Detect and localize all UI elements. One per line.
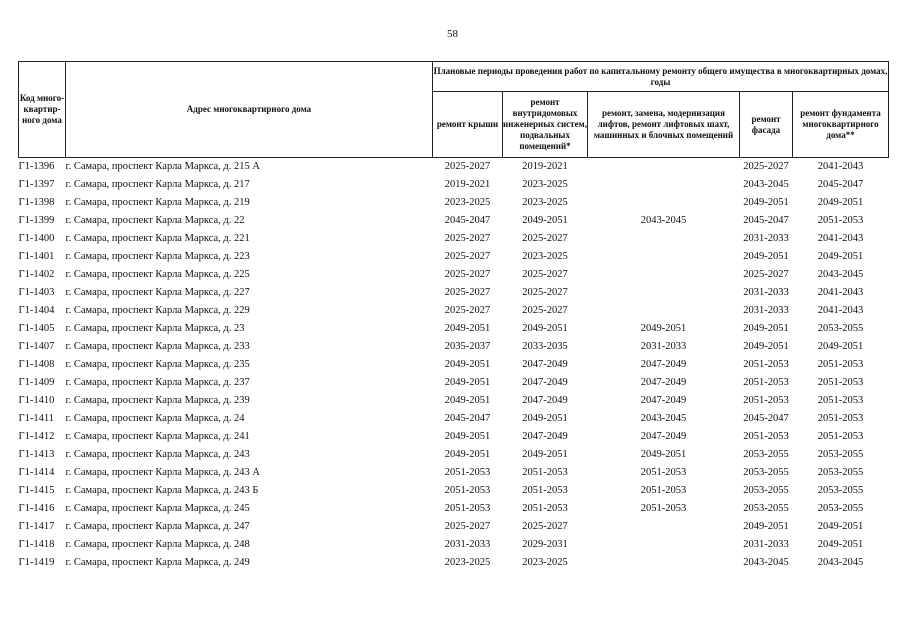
header-facade: ремонт фасада bbox=[740, 92, 793, 158]
cell-facade: 2049-2051 bbox=[743, 251, 789, 262]
cell-address: г. Самара, проспект Карла Маркса, д. 227 bbox=[65, 287, 250, 298]
cell-roof: 2025-2027 bbox=[444, 305, 491, 316]
cell-code: Г1-1405 bbox=[18, 323, 55, 334]
cell-address: г. Самара, проспект Карла Маркса, д. 243 А bbox=[65, 467, 260, 478]
cell-systems: 2047-2049 bbox=[522, 395, 568, 406]
cell-roof: 2049-2051 bbox=[444, 395, 491, 406]
cell-facade: 2053-2055 bbox=[743, 467, 789, 478]
cell-systems: 2051-2053 bbox=[522, 467, 568, 478]
cell-address: г. Самара, проспект Карла Маркса, д. 233 bbox=[65, 341, 250, 352]
cell-address: г. Самара, проспект Карла Маркса, д. 223 bbox=[65, 251, 250, 262]
header-code: Код много-квартир-ного дома bbox=[19, 62, 66, 158]
cell-foundation: 2041-2043 bbox=[817, 287, 864, 298]
cell-facade: 2049-2051 bbox=[743, 323, 789, 334]
cell-systems: 2023-2025 bbox=[522, 251, 568, 262]
table-row bbox=[19, 302, 889, 320]
cell-foundation: 2051-2053 bbox=[817, 395, 864, 406]
cell-lifts bbox=[588, 536, 740, 554]
header-group: Плановые периоды проведения работ по капитальному ремонту общего имущества в многоквартирных домах, годы bbox=[433, 62, 889, 92]
cell-lifts bbox=[588, 176, 740, 194]
cell-roof: 2035-2037 bbox=[444, 341, 491, 352]
cell-facade: 2053-2055 bbox=[743, 449, 789, 460]
cell-facade: 2053-2055 bbox=[743, 503, 789, 514]
cell-code: Г1-1417 bbox=[18, 521, 55, 532]
cell-facade: 2031-2033 bbox=[743, 287, 789, 298]
cell-address: г. Самара, проспект Карла Маркса, д. 22 bbox=[65, 215, 245, 226]
cell-address: г. Самара, проспект Карла Маркса, д. 229 bbox=[65, 305, 250, 316]
cell-lifts bbox=[588, 554, 740, 572]
cell-code: Г1-1404 bbox=[18, 305, 55, 316]
cell-address: г. Самара, проспект Карла Маркса, д. 23 bbox=[65, 323, 245, 334]
cell-code: Г1-1411 bbox=[18, 413, 54, 424]
cell-facade: 2049-2051 bbox=[743, 521, 789, 532]
cell-systems: 2025-2027 bbox=[522, 521, 568, 532]
cell-address: г. Самара, проспект Карла Маркса, д. 219 bbox=[65, 197, 250, 208]
cell-lifts: 2043-2045 bbox=[640, 215, 687, 226]
cell-code: Г1-1408 bbox=[18, 359, 55, 370]
cell-systems: 2051-2053 bbox=[522, 503, 568, 514]
cell-address: г. Самара, проспект Карла Маркса, д. 24 bbox=[65, 413, 245, 424]
cell-address: г. Самара, проспект Карла Маркса, д. 243 Б bbox=[65, 485, 259, 496]
cell-lifts: 2051-2053 bbox=[640, 485, 687, 496]
cell-roof: 2031-2033 bbox=[444, 539, 491, 550]
cell-systems: 2023-2025 bbox=[522, 179, 568, 190]
table-row bbox=[19, 356, 889, 374]
cell-roof: 2025-2027 bbox=[444, 521, 491, 532]
cell-roof: 2025-2027 bbox=[444, 269, 491, 280]
cell-lifts bbox=[588, 194, 740, 212]
table-row bbox=[19, 230, 889, 248]
cell-foundation: 2051-2053 bbox=[817, 413, 864, 424]
cell-lifts bbox=[588, 284, 740, 302]
cell-code: Г1-1413 bbox=[18, 449, 55, 460]
table-row bbox=[19, 410, 889, 428]
cell-systems: 2025-2027 bbox=[522, 233, 568, 244]
cell-lifts: 2051-2053 bbox=[640, 467, 687, 478]
cell-facade: 2051-2053 bbox=[743, 395, 789, 406]
cell-facade: 2025-2027 bbox=[740, 158, 793, 177]
cell-roof: 2023-2025 bbox=[444, 557, 491, 568]
cell-foundation: 2051-2053 bbox=[817, 359, 864, 370]
cell-roof: 2051-2053 bbox=[444, 485, 491, 496]
cell-roof: 2049-2051 bbox=[444, 323, 491, 334]
cell-roof: 2023-2025 bbox=[444, 197, 491, 208]
repair-schedule-table bbox=[18, 61, 889, 572]
cell-foundation: 2051-2053 bbox=[817, 377, 864, 388]
cell-foundation: 2053-2055 bbox=[817, 467, 864, 478]
cell-facade: 2049-2051 bbox=[743, 197, 789, 208]
table-row bbox=[19, 266, 889, 284]
cell-systems: 2029-2031 bbox=[522, 539, 568, 550]
cell-roof: 2025-2027 bbox=[433, 158, 503, 177]
cell-code: Г1-1412 bbox=[18, 431, 55, 442]
cell-code: Г1-1416 bbox=[18, 503, 55, 514]
table-row bbox=[19, 536, 889, 554]
cell-code: Г1-1399 bbox=[18, 215, 55, 226]
cell-lifts: 2051-2053 bbox=[640, 503, 687, 514]
cell-foundation: 2053-2055 bbox=[817, 485, 864, 496]
cell-lifts bbox=[588, 518, 740, 536]
cell-systems: 2051-2053 bbox=[522, 485, 568, 496]
table-row bbox=[19, 446, 889, 464]
cell-lifts: 2049-2051 bbox=[640, 449, 687, 460]
table-row bbox=[19, 194, 889, 212]
cell-systems: 2025-2027 bbox=[522, 269, 568, 280]
table-row bbox=[19, 158, 889, 177]
cell-facade: 2031-2033 bbox=[743, 539, 789, 550]
table-row bbox=[19, 500, 889, 518]
cell-address: г. Самара, проспект Карла Маркса, д. 215 А bbox=[66, 158, 433, 177]
cell-address: г. Самара, проспект Карла Маркса, д. 239 bbox=[65, 395, 250, 406]
page-number: 58 bbox=[447, 28, 458, 40]
cell-foundation: 2041-2043 bbox=[817, 305, 864, 316]
cell-foundation: 2041-2043 bbox=[817, 233, 864, 244]
cell-roof: 2049-2051 bbox=[444, 449, 491, 460]
cell-lifts bbox=[588, 302, 740, 320]
cell-facade: 2031-2033 bbox=[743, 305, 789, 316]
cell-code: Г1-1398 bbox=[18, 197, 55, 208]
cell-code: Г1-1410 bbox=[18, 395, 55, 406]
cell-roof: 2045-2047 bbox=[444, 215, 491, 226]
cell-foundation: 2051-2053 bbox=[817, 215, 864, 226]
cell-code: Г1-1415 bbox=[18, 485, 55, 496]
cell-roof: 2025-2027 bbox=[444, 251, 491, 262]
cell-address: г. Самара, проспект Карла Маркса, д. 247 bbox=[65, 521, 250, 532]
cell-facade: 2045-2047 bbox=[743, 413, 789, 424]
cell-foundation: 2045-2047 bbox=[817, 179, 864, 190]
cell-code: Г1-1402 bbox=[18, 269, 55, 280]
table-row bbox=[19, 428, 889, 446]
cell-foundation: 2053-2055 bbox=[817, 323, 864, 334]
cell-code: Г1-1419 bbox=[18, 557, 55, 568]
cell-lifts: 2047-2049 bbox=[640, 395, 687, 406]
cell-address: г. Самара, проспект Карла Маркса, д. 245 bbox=[65, 503, 250, 514]
cell-lifts: 2043-2045 bbox=[640, 413, 687, 424]
cell-systems: 2025-2027 bbox=[522, 305, 568, 316]
cell-facade: 2053-2055 bbox=[743, 485, 789, 496]
table-body bbox=[19, 158, 889, 573]
cell-roof: 2051-2053 bbox=[444, 467, 491, 478]
table-row bbox=[19, 518, 889, 536]
cell-address: г. Самара, проспект Карла Маркса, д. 217 bbox=[65, 179, 250, 190]
cell-facade: 2043-2045 bbox=[743, 557, 789, 568]
table-row bbox=[19, 320, 889, 338]
cell-facade: 2031-2033 bbox=[743, 233, 789, 244]
cell-lifts: 2047-2049 bbox=[640, 431, 687, 442]
cell-address: г. Самара, проспект Карла Маркса, д. 235 bbox=[65, 359, 250, 370]
cell-foundation: 2049-2051 bbox=[817, 197, 864, 208]
table-row bbox=[19, 284, 889, 302]
cell-systems: 2023-2025 bbox=[522, 557, 568, 568]
cell-facade: 2025-2027 bbox=[743, 269, 789, 280]
table-row bbox=[19, 482, 889, 500]
cell-facade: 2043-2045 bbox=[743, 179, 789, 190]
cell-address: г. Самара, проспект Карла Маркса, д. 243 bbox=[65, 449, 250, 460]
cell-code: Г1-1409 bbox=[18, 377, 55, 388]
cell-foundation: 2043-2045 bbox=[817, 557, 864, 568]
cell-lifts bbox=[588, 248, 740, 266]
cell-foundation: 2051-2053 bbox=[817, 431, 864, 442]
table-row bbox=[19, 248, 889, 266]
cell-foundation: 2049-2051 bbox=[817, 341, 864, 352]
cell-roof: 2025-2027 bbox=[444, 287, 491, 298]
cell-roof: 2019-2021 bbox=[444, 179, 491, 190]
table-row bbox=[19, 464, 889, 482]
cell-roof: 2051-2053 bbox=[444, 503, 491, 514]
table-row bbox=[19, 176, 889, 194]
cell-lifts bbox=[588, 266, 740, 284]
cell-systems: 2033-2035 bbox=[522, 341, 568, 352]
cell-code: Г1-1401 bbox=[18, 251, 55, 262]
cell-roof: 2045-2047 bbox=[444, 413, 491, 424]
cell-systems: 2047-2049 bbox=[522, 431, 568, 442]
table-row bbox=[19, 554, 889, 572]
cell-systems: 2049-2051 bbox=[522, 323, 568, 334]
cell-foundation: 2049-2051 bbox=[817, 521, 864, 532]
cell-systems: 2025-2027 bbox=[522, 287, 568, 298]
cell-code: Г1-1418 bbox=[18, 539, 55, 550]
cell-roof: 2049-2051 bbox=[444, 377, 491, 388]
cell-foundation: 2043-2045 bbox=[817, 269, 864, 280]
cell-code: Г1-1400 bbox=[18, 233, 55, 244]
table-header bbox=[19, 62, 889, 158]
cell-facade: 2051-2053 bbox=[743, 377, 789, 388]
cell-foundation: 2053-2055 bbox=[817, 503, 864, 514]
header-roof: ремонт крыши bbox=[433, 92, 503, 158]
cell-lifts: 2049-2051 bbox=[640, 323, 687, 334]
cell-facade: 2049-2051 bbox=[743, 341, 789, 352]
cell-roof: 2049-2051 bbox=[444, 431, 491, 442]
cell-systems: 2047-2049 bbox=[522, 359, 568, 370]
cell-code: Г1-1403 bbox=[18, 287, 55, 298]
cell-foundation: 2053-2055 bbox=[817, 449, 864, 460]
cell-systems: 2019-2021 bbox=[503, 158, 588, 177]
table-row bbox=[19, 338, 889, 356]
cell-address: г. Самара, проспект Карла Маркса, д. 249 bbox=[65, 557, 250, 568]
cell-lifts: 2047-2049 bbox=[640, 359, 687, 370]
cell-systems: 2049-2051 bbox=[522, 449, 568, 460]
cell-systems: 2049-2051 bbox=[522, 413, 568, 424]
header-foundation: ремонт фундамента многоквартирного дома** bbox=[793, 92, 889, 158]
cell-address: г. Самара, проспект Карла Маркса, д. 237 bbox=[65, 377, 250, 388]
cell-facade: 2051-2053 bbox=[743, 359, 789, 370]
cell-address: г. Самара, проспект Карла Маркса, д. 248 bbox=[65, 539, 250, 550]
cell-lifts: 2031-2033 bbox=[640, 341, 687, 352]
cell-roof: 2049-2051 bbox=[444, 359, 491, 370]
cell-lifts bbox=[588, 230, 740, 248]
table-row bbox=[19, 392, 889, 410]
cell-roof: 2025-2027 bbox=[444, 233, 491, 244]
header-systems: ремонт внутридомовых инженерных систем, подвальных помещений* bbox=[503, 92, 588, 158]
cell-foundation: 2049-2051 bbox=[817, 251, 864, 262]
cell-lifts: 2047-2049 bbox=[640, 377, 687, 388]
cell-code: Г1-1396 bbox=[19, 158, 66, 177]
cell-code: Г1-1414 bbox=[18, 467, 55, 478]
cell-address: г. Самара, проспект Карла Маркса, д. 221 bbox=[65, 233, 250, 244]
cell-foundation: 2049-2051 bbox=[817, 539, 864, 550]
cell-facade: 2051-2053 bbox=[743, 431, 789, 442]
header-lifts: ремонт, замена, модернизация лифтов, ремонт лифтовых шахт, машинных и блочных помещений bbox=[588, 92, 740, 158]
cell-systems: 2023-2025 bbox=[522, 197, 568, 208]
cell-code: Г1-1397 bbox=[18, 179, 55, 190]
header-address: Адрес многоквартирного дома bbox=[66, 62, 433, 158]
cell-foundation: 2041-2043 bbox=[793, 158, 889, 177]
cell-lifts bbox=[588, 158, 740, 177]
table-row bbox=[19, 212, 889, 230]
cell-systems: 2047-2049 bbox=[522, 377, 568, 388]
cell-systems: 2049-2051 bbox=[522, 215, 568, 226]
cell-code: Г1-1407 bbox=[18, 341, 55, 352]
table-row bbox=[19, 374, 889, 392]
cell-address: г. Самара, проспект Карла Маркса, д. 241 bbox=[65, 431, 250, 442]
cell-address: г. Самара, проспект Карла Маркса, д. 225 bbox=[65, 269, 250, 280]
cell-facade: 2045-2047 bbox=[743, 215, 789, 226]
